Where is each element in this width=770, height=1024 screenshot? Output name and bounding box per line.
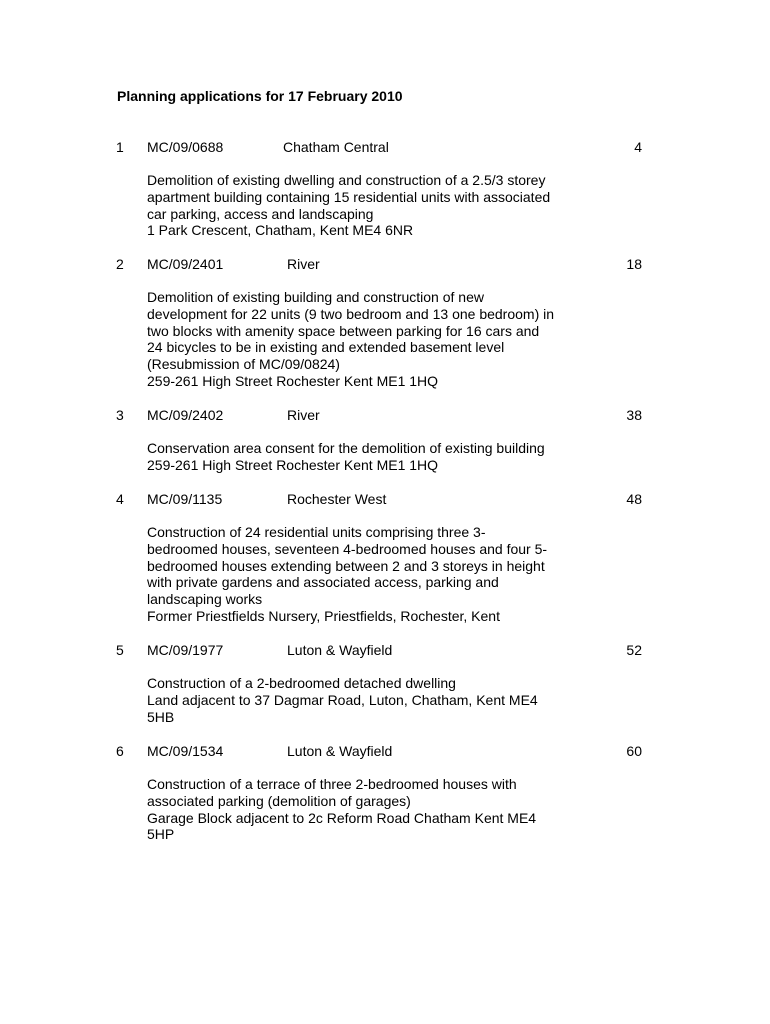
application-header: [0, 256, 770, 273]
application-entry-5: [0, 642, 770, 725]
application-reference: MC/09/2402: [147, 407, 224, 423]
application-address: 1 Park Crescent, Chatham, Kent ME4 6NR: [147, 222, 414, 239]
application-number: 2: [116, 256, 124, 272]
application-header: [0, 139, 770, 156]
application-reference: MC/09/2401: [147, 256, 224, 272]
application-description: Demolition of existing dwelling and construction of a 2.5/3 storey apartment building containing 15 residential units with associated car parking, access and landscaping: [147, 172, 551, 222]
application-page-number: 38: [626, 407, 642, 423]
application-number: 1: [116, 139, 124, 155]
application-address: 259-261 High Street Rochester Kent ME1 1HQ: [147, 456, 439, 473]
application-address: 259-261 High Street Rochester Kent ME1 1HQ: [147, 372, 439, 389]
application-ward: River: [287, 256, 320, 272]
application-ward: Chatham Central: [283, 139, 389, 155]
application-details: [147, 289, 607, 390]
application-number: 5: [116, 642, 124, 658]
application-address: Garage Block adjacent to 2c Reform Road Chatham Kent ME4 5HP: [147, 809, 537, 843]
application-description: Conservation area consent for the demolition of existing building: [147, 440, 545, 456]
application-reference: MC/09/1534: [147, 743, 224, 759]
application-details: [147, 776, 607, 843]
application-page-number: 52: [626, 642, 642, 658]
page-title: Planning applications for 17 February 2010: [117, 88, 403, 104]
application-entry-4: [0, 491, 770, 624]
application-header: [0, 491, 770, 508]
application-details: [147, 675, 607, 725]
application-entry-1: [0, 139, 770, 239]
application-entry-2: [0, 256, 770, 389]
application-entry-6: [0, 743, 770, 843]
application-ward: Luton & Wayfield: [287, 743, 393, 759]
application-ward: Rochester West: [287, 491, 387, 507]
application-page-number: 60: [626, 743, 642, 759]
application-description: Construction of 24 residential units comprising three 3- bedroomed houses, seventeen 4-bedroomed houses and four 5- bedroomed houses extending between 2 and 3 storeys in height with private gardens and associated access, parking and landscaping works: [147, 524, 548, 608]
application-number: 3: [116, 407, 124, 423]
application-reference: MC/09/0688: [147, 139, 224, 155]
application-details: [147, 440, 607, 474]
application-address: Former Priestfields Nursery, Priestfields, Rochester, Kent: [147, 607, 500, 624]
application-page-number: 18: [626, 256, 642, 272]
application-reference: MC/09/1135: [147, 491, 223, 507]
application-details: [147, 524, 607, 625]
application-description: Demolition of existing building and construction of new development for 22 units (9 two bedroom and 13 one bedroom) in two blocks with amenity space between parking for 16 cars and 24 bicycles to be in existing and extended basement level (Resubmission of MC/09/0824): [147, 289, 555, 373]
application-details: [147, 172, 607, 239]
application-description: Construction of a 2-bedroomed detached dwelling: [147, 675, 456, 691]
application-header: [0, 642, 770, 659]
application-description: Construction of a terrace of three 2-bedroomed houses with associated parking (demolition of garages): [147, 776, 517, 809]
application-header: [0, 407, 770, 424]
application-ward: River: [287, 407, 320, 423]
application-page-number: 48: [626, 491, 642, 507]
application-number: 6: [116, 743, 124, 759]
application-number: 4: [116, 491, 124, 507]
application-reference: MC/09/1977: [147, 642, 224, 658]
application-header: [0, 743, 770, 760]
application-address: Land adjacent to 37 Dagmar Road, Luton, Chatham, Kent ME4 5HB: [147, 691, 538, 725]
application-ward: Luton & Wayfield: [287, 642, 393, 658]
application-page-number: 4: [634, 139, 642, 155]
application-entry-3: [0, 407, 770, 473]
